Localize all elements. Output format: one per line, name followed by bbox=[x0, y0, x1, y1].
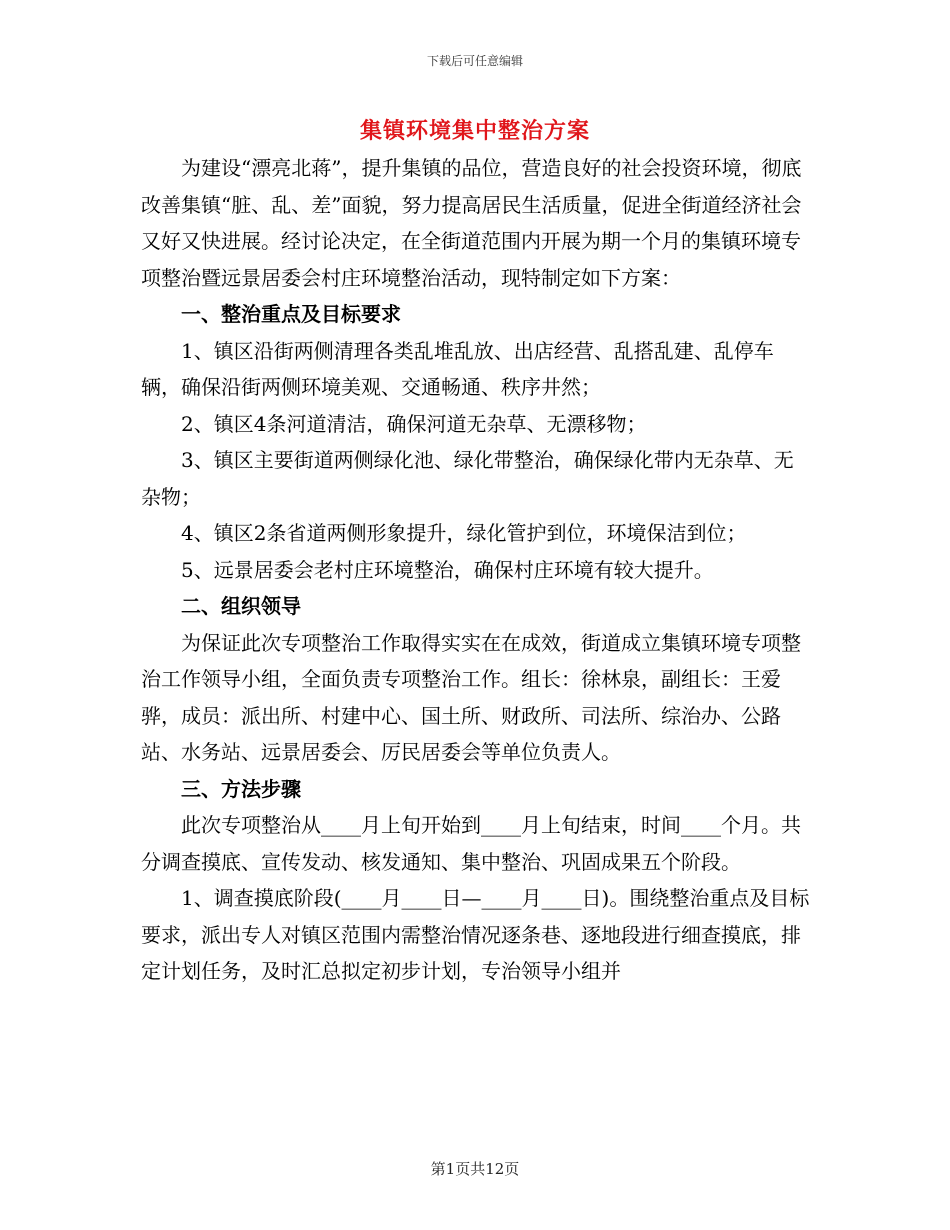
list-item: 5、远景居委会老村庄环境整治，确保村庄环境有较大提升。 bbox=[181, 557, 714, 582]
document-body bbox=[141, 150, 811, 990]
list-item: 2、镇区4条河道清洁，确保河道无杂草、无漂移物； bbox=[181, 411, 647, 436]
intro-paragraph: 为建设“漂亮北蒋”，提升集镇的品位，营造良好的社会投资环境，彻底改善集镇“脏、乱、差”面貌，努力提高居民生活质量，促进全街道经济社会又好又快进展。经讨论决定，在全街道范围内开展为期一个月的集镇环境专项整治暨远景居委会村庄环境整治活动，现特制定如下方案： bbox=[141, 156, 802, 290]
section-3-paragraph: 此次专项整治从____月上旬开始到____月上旬结束，时间____个月。共分调查摸底、宣传发动、核发通知、集中整治、巩固成果五个阶段。 bbox=[141, 813, 801, 874]
document-title: 集镇环境集中整治方案 bbox=[359, 118, 590, 144]
download-note: 下载后可任意编辑 bbox=[426, 54, 523, 68]
step-1-paragraph: 1、调查摸底阶段(____月____日—____月____日)。围绕整治重点及目标要求，派出专人对镇区范围内需整治情况逐条巷、逐地段进行细查摸底，排定计划任务，及时汇总拟定初步计划，专治领导小组并 bbox=[141, 886, 810, 983]
page-number: 第1页共12页 bbox=[430, 1160, 520, 1178]
section-2-paragraph: 为保证此次专项整治工作取得实实在在成效，街道成立集镇环境专项整治工作领导小组，全面负责专项整治工作。组长：徐林泉，副组长：王爱骅，成员：派出所、村建中心、国土所、财政所、司法所、综治办、公路站、水务站、远景居委会、厉民居委会等单位负责人。 bbox=[141, 630, 801, 764]
list-item: 3、镇区主要街道两侧绿化池、绿化带整治，确保绿化带内无杂草、无杂物； bbox=[141, 448, 794, 509]
list-item: 4、镇区2条省道两侧形象提升，绿化管护到位，环境保洁到位； bbox=[181, 521, 747, 545]
section-heading-2: 二、组织领导 bbox=[181, 594, 301, 618]
section-heading-1: 一、整治重点及目标要求 bbox=[181, 302, 401, 326]
section-heading-3: 三、方法步骤 bbox=[181, 776, 301, 801]
list-item: 1、镇区沿街两侧清理各类乱堆乱放、出店经营、乱搭乱建、乱停车辆，确保沿街两侧环境美观、交通畅通、秩序井然； bbox=[141, 338, 774, 399]
